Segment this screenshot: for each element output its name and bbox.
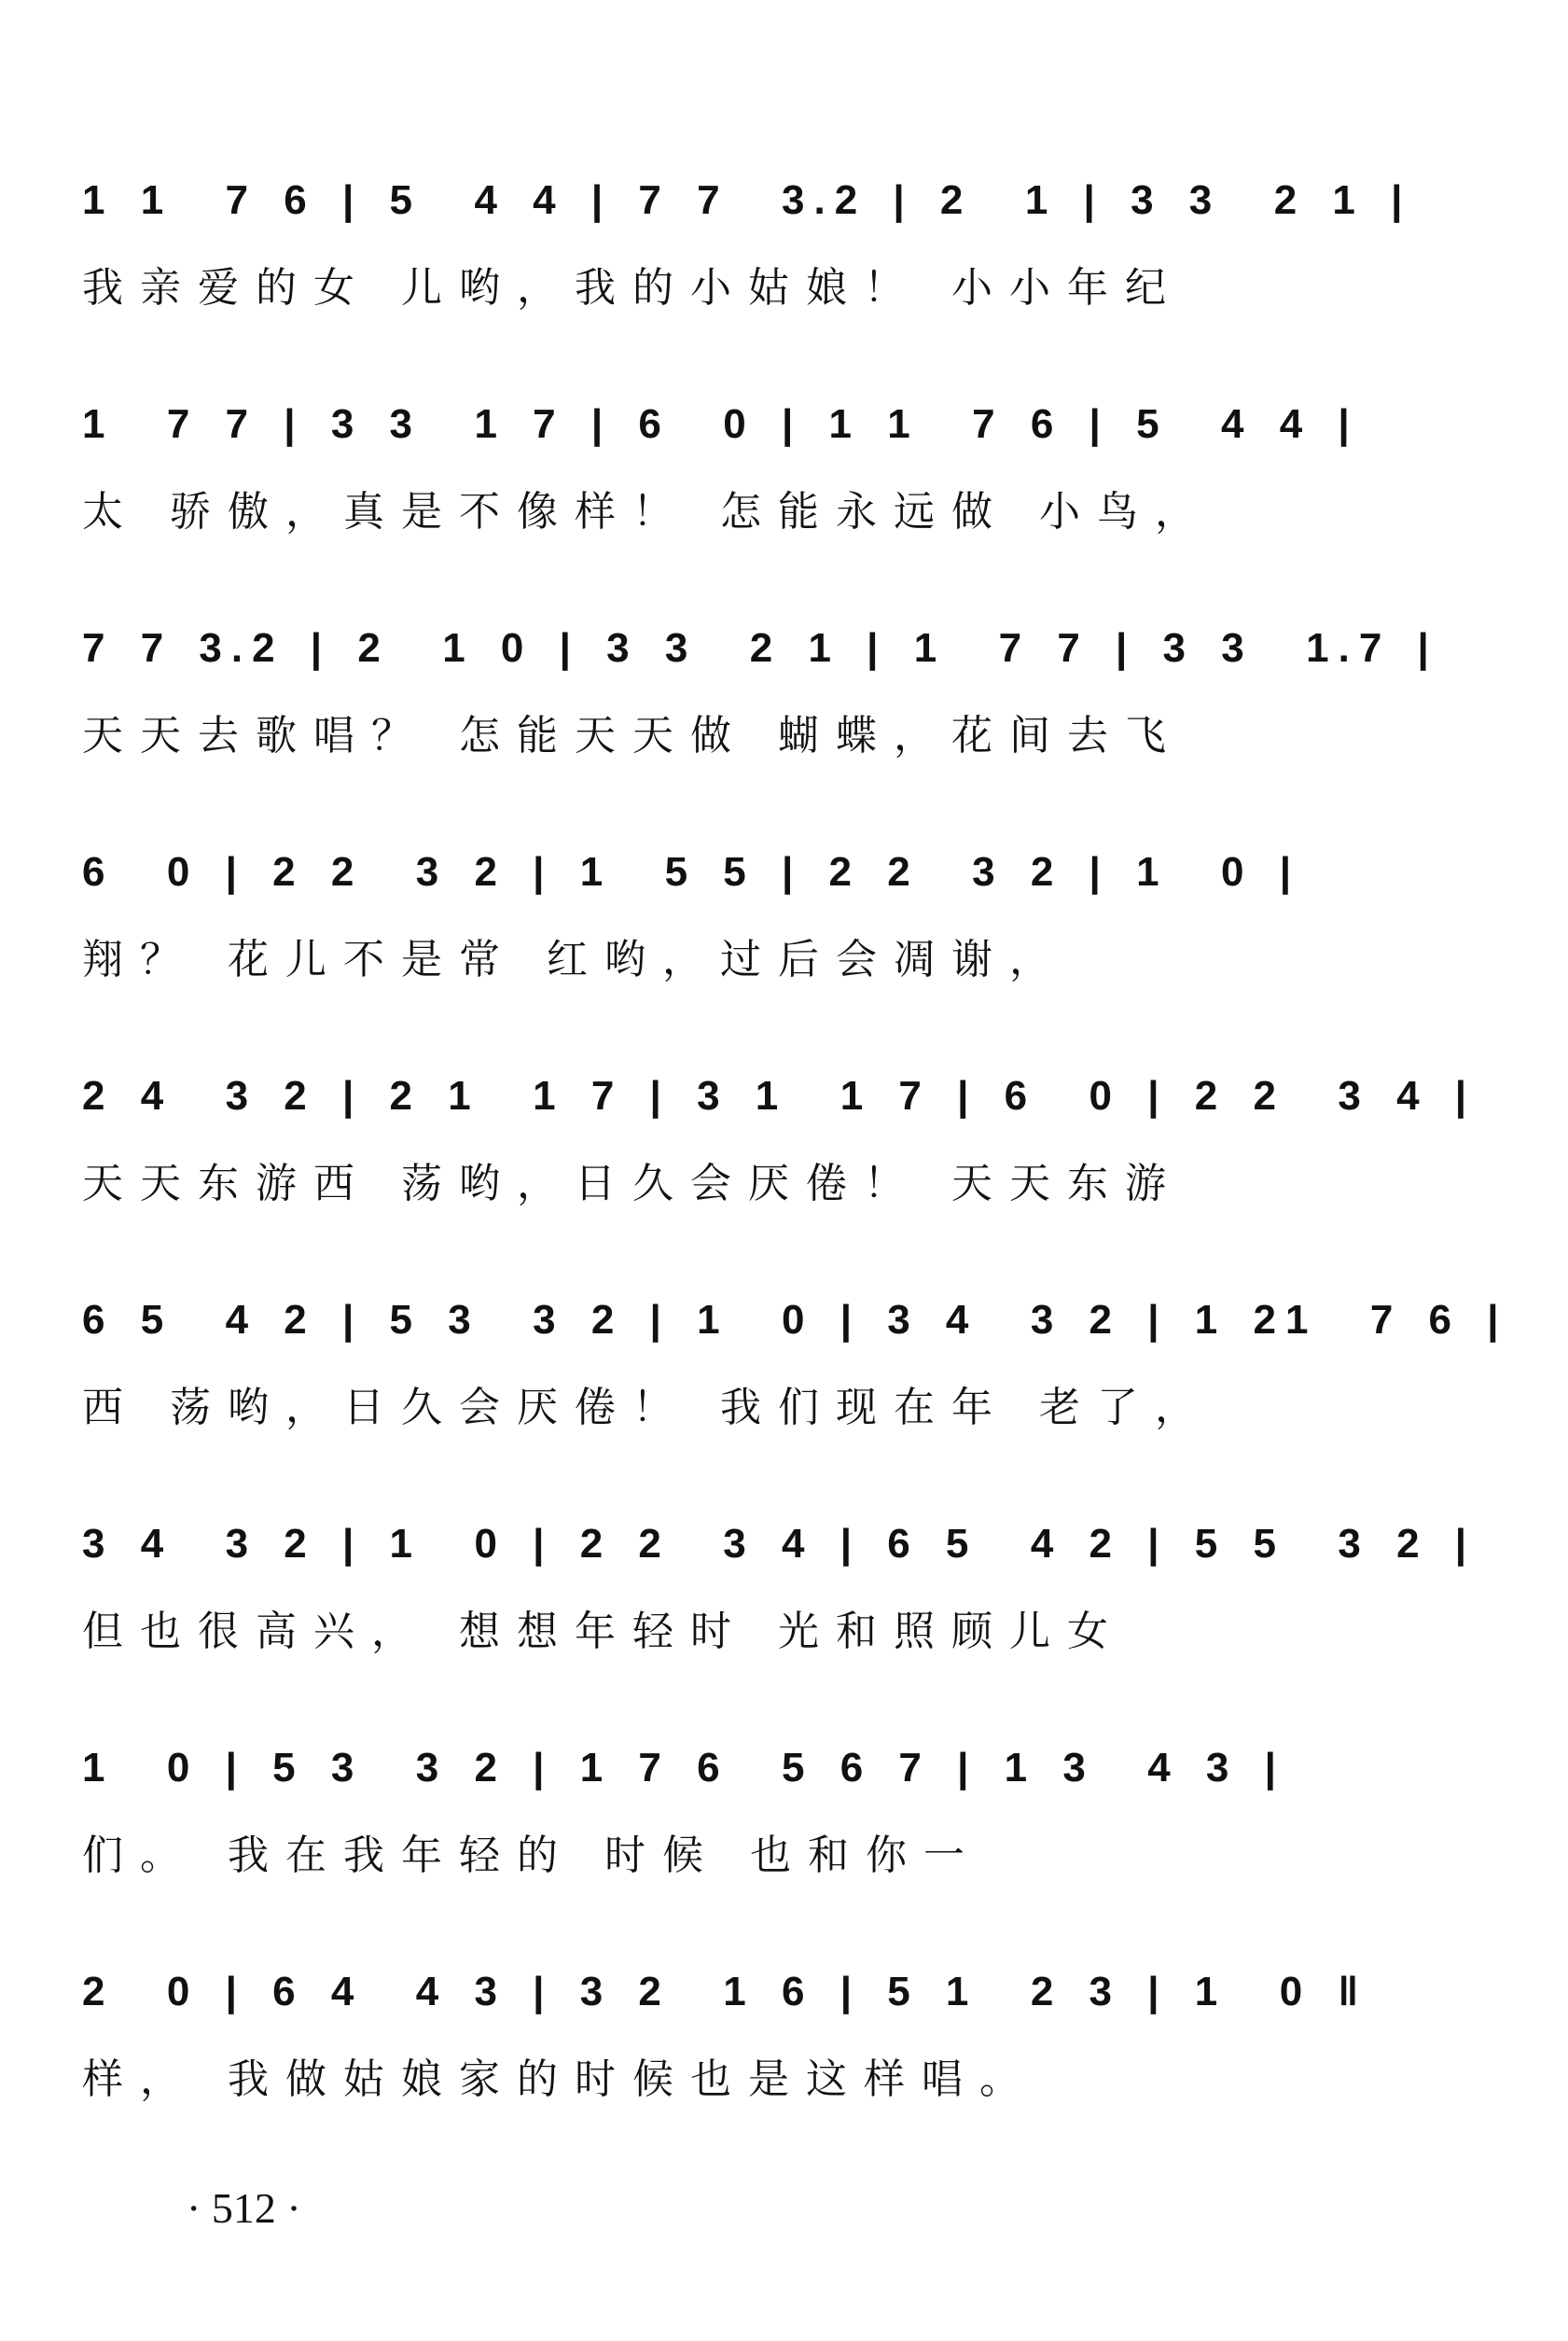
notation-row xyxy=(73,1931,1368,2034)
lyric-line: 天天去歌唱？ 怎能天天做 蝴蝶，花间去飞 xyxy=(82,712,1183,759)
jianpu-notes: 2 0 | 6 4 4 3 | 3 2 1 6 | 5 1 2 3 | 1 0 ‖ xyxy=(82,1969,1368,2014)
lyric-line: 西 荡哟，日久会厌倦！ 我们现在年 老了， xyxy=(82,1384,1213,1431)
score-system-7 xyxy=(73,1484,1477,1661)
notation-row xyxy=(73,364,1359,467)
notation-row xyxy=(73,140,1412,243)
jianpu-notes: 6 0 | 2 2 3 2 | 1 5 5 | 2 2 3 2 | 1 0 | xyxy=(82,849,1301,895)
lyric-line: 天天东游西 荡哟，日久会厌倦！ 天天东游 xyxy=(82,1160,1183,1207)
lyric-line: 但也很高兴， 想想年轻时 光和照顾儿女 xyxy=(82,1608,1125,1655)
score-system-2 xyxy=(73,364,1359,541)
notation-row xyxy=(73,812,1341,914)
notation-row xyxy=(73,1260,1508,1362)
notation-row xyxy=(73,588,1438,690)
jianpu-notes: 7 7 3.2 | 2 1 0 | 3 3 2 1 | 1 7 7 | 3 3 1.7 | xyxy=(82,625,1438,671)
lyric-line: 们。 我在我年轻的 时候 也和你一 xyxy=(82,1832,981,1879)
jianpu-notes: 3 4 3 2 | 1 0 | 2 2 3 4 | 6 5 4 2 | 5 5 3 2 | xyxy=(82,1521,1477,1567)
jianpu-notes: 2 4 3 2 | 2 1 1 7 | 3 1 1 7 | 6 0 | 2 2 3 4 | xyxy=(82,1073,1477,1119)
notation-row xyxy=(73,1707,1341,1810)
score-system-9 xyxy=(73,1931,1368,2109)
jianpu-notes: 6 5 4 2 | 5 3 3 2 | 1 0 | 3 4 3 2 | 1 21 7 6 | xyxy=(82,1297,1508,1343)
score-system-4 xyxy=(73,812,1341,989)
score-system-5 xyxy=(73,1036,1477,1213)
lyric-line: 太 骄傲，真是不像样！ 怎能永远做 小鸟， xyxy=(82,488,1213,536)
notation-row xyxy=(73,1036,1477,1138)
score-system-6 xyxy=(73,1260,1508,1437)
jianpu-notes: 1 7 7 | 3 3 1 7 | 6 0 | 1 1 7 6 | 5 4 4 | xyxy=(82,401,1359,447)
score-system-1 xyxy=(73,140,1412,317)
page-number: · 512 · xyxy=(187,2184,301,2232)
score-system-8 xyxy=(73,1707,1341,1885)
lyric-line: 我亲爱的女 儿哟，我的小姑娘！ 小小年纪 xyxy=(82,264,1183,312)
score-system-3 xyxy=(73,588,1438,765)
jianpu-notes: 1 1 7 6 | 5 4 4 | 7 7 3.2 | 2 1 | 3 3 2 1 | xyxy=(82,177,1412,223)
jianpu-notes: 1 0 | 5 3 3 2 | 1 7 6 5 6 7 | 1 3 4 3 | xyxy=(82,1745,1285,1791)
lyric-line: 样， 我做姑娘家的时候也是这样唱。 xyxy=(82,2055,1037,2103)
notation-row xyxy=(73,1484,1477,1586)
lyric-line: 翔？ 花儿不是常 红哟，过后会凋谢， xyxy=(82,936,1067,983)
